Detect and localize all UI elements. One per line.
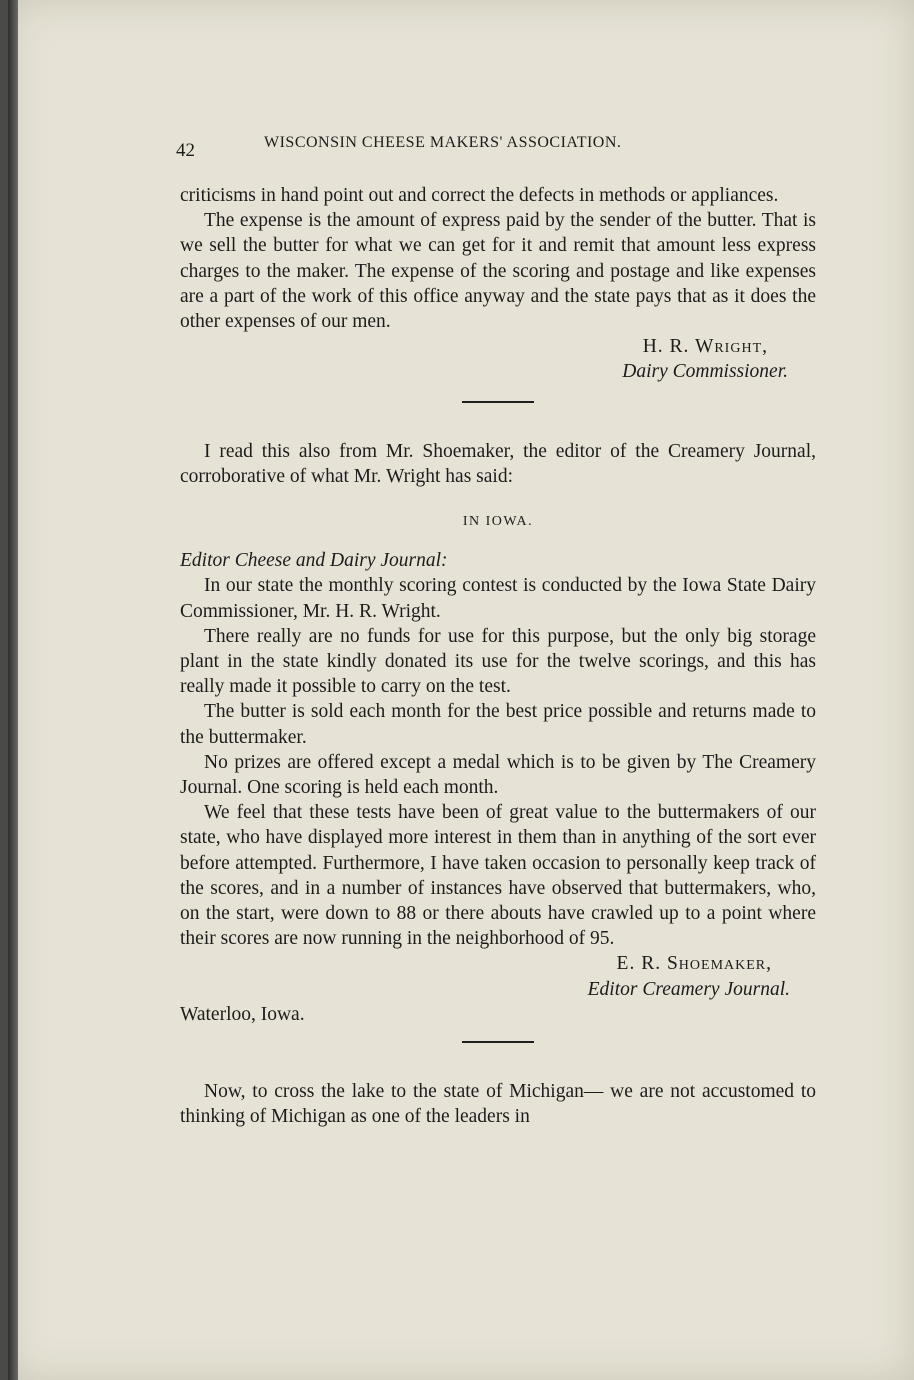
letter1-signature-title: Dairy Commissioner. xyxy=(622,361,788,383)
letter2-place: Waterloo, Iowa. xyxy=(180,1003,305,1025)
letter2-signature-title: Editor Creamery Journal. xyxy=(587,978,790,1000)
letter2-paragraph-1: In our state the monthly scoring contest is conducted by the Iowa State Dairy Commissioner, Mr. H. R. Wright. xyxy=(180,575,816,622)
running-title: WISCONSIN CHEESE MAKERS' ASSOCIATION. xyxy=(264,134,622,151)
letter1-paragraph-1: criticisms in hand point out and correct the defects in methods or appliances. xyxy=(180,185,779,206)
letter2-paragraph-5: We feel that these tests have been of great value to the buttermakers of our state, who have displayed more interest in them than in anything of the sort ever before attempted. Furthermore, I have taken occasion to personally keep track of the scores, and in a number of instances have observed that buttermakers, who, on the start, were down to 88 or there abouts have crawled up to a point where their scores are now running in the neighborhood of 95. xyxy=(180,802,816,950)
page-number: 42 xyxy=(176,140,195,161)
section-heading: IN IOWA. xyxy=(462,514,534,530)
letter1-paragraph-2: The expense is the amount of express paid by the sender of the butter. That is we sell the butter for what we can get for it and remit that amount less express charges to the maker. The expense of the scoring and postage and like expenses are a part of the work of this office anyway and the state pays that as it does the other expenses of our men. xyxy=(180,210,816,333)
letter2-paragraph-3: The butter is sold each month for the best price possible and returns made to the buttermaker. xyxy=(180,701,816,748)
book-page xyxy=(8,0,914,1380)
letter2-signature-name: E. R. Shoemaker, xyxy=(616,953,772,975)
body-text xyxy=(180,183,816,1130)
book-spine-shadow xyxy=(8,0,18,1380)
letter1-signature-name: H. R. Wright, xyxy=(642,336,768,358)
letter2-paragraph-2: There really are no funds for use for this purpose, but the only big storage plant in the state kindly donated its use for the twelve scorings, and this has really made it possible to carry on the test. xyxy=(180,625,816,698)
closing-paragraph: Now, to cross the lake to the state of Michigan— we are not accustomed to thinking of Michigan as one of the leaders in xyxy=(180,1081,816,1128)
letter2-paragraph-4: No prizes are offered except a medal which is to be given by The Creamery Journal. One scoring is held each month. xyxy=(180,751,816,799)
intro-paragraph: I read this also from Mr. Shoemaker, the editor of the Creamery Journal, corroborative of what Mr. Wright has said: xyxy=(180,440,816,487)
letter2-salutation: Editor Cheese and Dairy Journal: xyxy=(180,550,448,572)
